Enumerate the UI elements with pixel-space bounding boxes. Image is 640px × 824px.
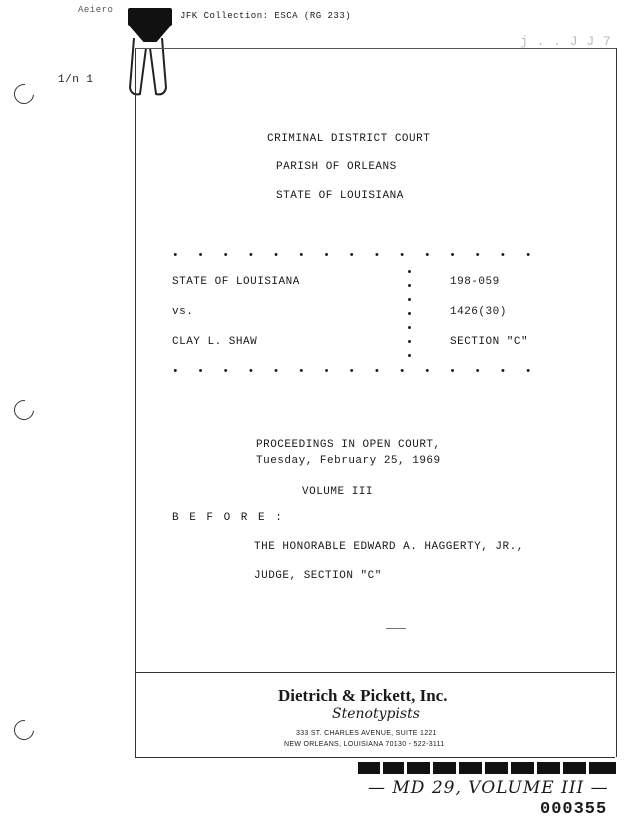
company-name: Dietrich & Pickett, Inc. (278, 686, 448, 705)
company-address-line1: 333 ST. CHARLES AVENUE, SUITE 1221 (296, 730, 437, 737)
company-address-line2: NEW ORLEANS, LOUISIANA 70130 - 522-3111 (284, 741, 445, 748)
caption-divider-dot (408, 326, 411, 329)
docket-number: 1426(30) (450, 306, 507, 318)
before-label: B E F O R E : (172, 512, 284, 524)
page-frame (135, 48, 617, 757)
caption-divider-dot (408, 270, 411, 273)
punch-hole-icon (10, 716, 38, 744)
redaction-bar (358, 762, 616, 774)
proceedings-date: Tuesday, February 25, 1969 (256, 455, 441, 467)
redaction-gap (482, 762, 485, 774)
faint-document-number: j . . J J 7 (520, 34, 612, 49)
short-divider (386, 628, 406, 629)
punch-hole-icon (10, 396, 38, 424)
caption-divider-dot (408, 284, 411, 287)
court-section: SECTION "C" (450, 336, 529, 348)
redaction-gap (380, 762, 383, 774)
bates-stamp-number: 000355 (540, 800, 608, 819)
caption-top-dots: • • • • • • • • • • • • • • • (172, 250, 538, 262)
state-name: STATE OF LOUISIANA (276, 190, 404, 202)
judge-name: THE HONORABLE EDWARD A. HAGGERTY, JR., (254, 541, 524, 553)
handwritten-annotation: — MD 29, VOLUME III — (368, 778, 609, 798)
binder-clip-icon (128, 8, 172, 26)
caption-divider-dot (408, 340, 411, 343)
redaction-gap (586, 762, 589, 774)
redacted-prefix: Aeiero (78, 5, 114, 15)
redaction-gap (508, 762, 511, 774)
company-tagline: Stenotypists (332, 706, 420, 722)
caption-bottom-dots: • • • • • • • • • • • • • • • (172, 366, 538, 378)
caption-divider-dot (408, 298, 411, 301)
parish-name: PARISH OF ORLEANS (276, 161, 397, 173)
redaction-gap (560, 762, 563, 774)
court-name: CRIMINAL DISTRICT COURT (267, 133, 431, 145)
caption-divider-dot (408, 312, 411, 315)
defendant-name: CLAY L. SHAW (172, 336, 258, 348)
proceedings-title: PROCEEDINGS IN OPEN COURT, (256, 439, 441, 451)
page-reference: 1/n 1 (58, 74, 94, 86)
judge-title: JUDGE, SECTION "C" (254, 570, 382, 582)
plaintiff-name: STATE OF LOUISIANA (172, 276, 300, 288)
versus-label: vs. (172, 306, 194, 318)
punch-hole-icon (10, 80, 38, 108)
collection-line: JFK Collection: ESCA (RG 233) (180, 11, 352, 21)
redaction-gap (456, 762, 459, 774)
redaction-gap (430, 762, 433, 774)
case-number: 198-059 (450, 276, 500, 288)
redaction-gap (404, 762, 407, 774)
volume-label: VOLUME III (302, 486, 374, 498)
redaction-gap (534, 762, 537, 774)
caption-divider-dot (408, 354, 411, 357)
